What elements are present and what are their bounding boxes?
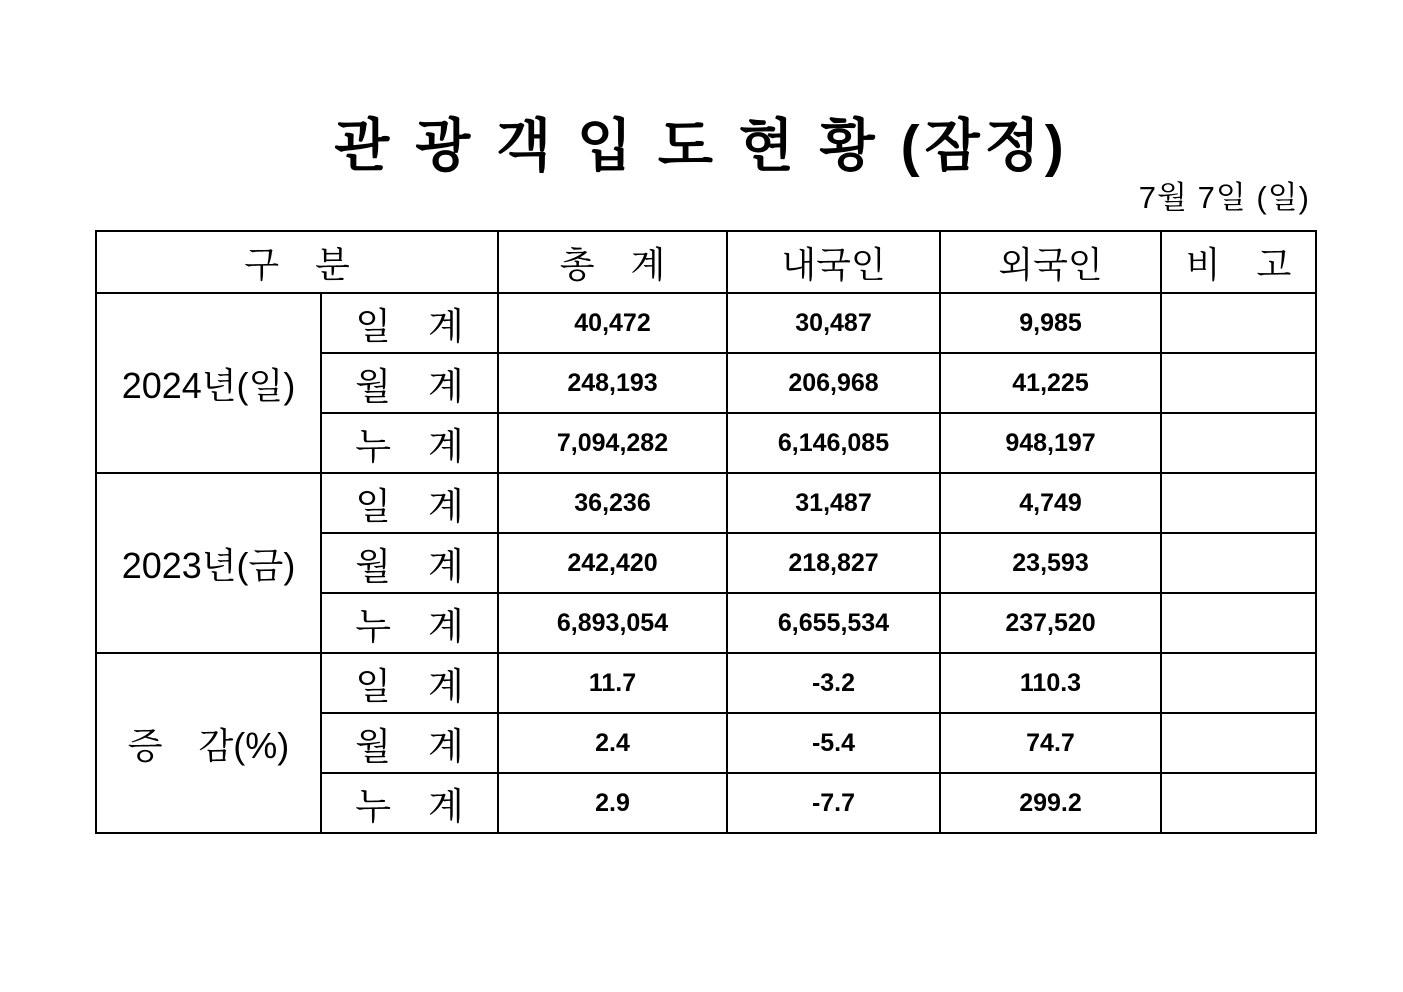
column-header-total: 총 계 xyxy=(498,231,727,293)
cell-foreign: 948,197 xyxy=(940,413,1161,473)
row-label-daily: 일 계 xyxy=(321,473,498,533)
row-label-daily: 일 계 xyxy=(321,653,498,713)
cell-foreign: 237,520 xyxy=(940,593,1161,653)
cell-domestic: -5.4 xyxy=(727,713,940,773)
cell-foreign: 299.2 xyxy=(940,773,1161,833)
cell-remarks xyxy=(1161,713,1316,773)
cell-total: 36,236 xyxy=(498,473,727,533)
page-title: 관 광 객 입 도 현 황 (잠정) xyxy=(334,114,1069,178)
cell-total: 242,420 xyxy=(498,533,727,593)
cell-remarks xyxy=(1161,593,1316,653)
cell-foreign: 74.7 xyxy=(940,713,1161,773)
cell-total: 248,193 xyxy=(498,353,727,413)
table-row xyxy=(96,293,1316,353)
row-label-cumulative: 누 계 xyxy=(321,413,498,473)
row-label-cumulative: 누 계 xyxy=(321,773,498,833)
cell-domestic: 218,827 xyxy=(727,533,940,593)
cell-domestic: -3.2 xyxy=(727,653,940,713)
group-label-2023: 2023년(금) xyxy=(96,473,321,653)
cell-foreign: 23,593 xyxy=(940,533,1161,593)
cell-domestic: 6,655,534 xyxy=(727,593,940,653)
group-label-2024: 2024년(일) xyxy=(96,293,321,473)
tourist-arrival-table xyxy=(95,230,1317,834)
cell-foreign: 110.3 xyxy=(940,653,1161,713)
cell-total: 2.9 xyxy=(498,773,727,833)
cell-domestic: 6,146,085 xyxy=(727,413,940,473)
column-header-domestic: 내국인 xyxy=(727,231,940,293)
table-row xyxy=(96,653,1316,713)
cell-domestic: -7.7 xyxy=(727,773,940,833)
cell-remarks xyxy=(1161,533,1316,593)
cell-total: 40,472 xyxy=(498,293,727,353)
row-label-cumulative: 누 계 xyxy=(321,593,498,653)
cell-remarks xyxy=(1161,773,1316,833)
cell-remarks xyxy=(1161,473,1316,533)
cell-remarks xyxy=(1161,353,1316,413)
column-header-remarks: 비 고 xyxy=(1161,231,1316,293)
cell-domestic: 31,487 xyxy=(727,473,940,533)
row-label-daily: 일 계 xyxy=(321,293,498,353)
cell-remarks xyxy=(1161,653,1316,713)
column-header-foreign: 외국인 xyxy=(940,231,1161,293)
cell-total: 6,893,054 xyxy=(498,593,727,653)
cell-domestic: 206,968 xyxy=(727,353,940,413)
cell-foreign: 41,225 xyxy=(940,353,1161,413)
column-header-category: 구 분 xyxy=(96,231,498,293)
header-row xyxy=(96,231,1316,293)
row-label-monthly: 월 계 xyxy=(321,533,498,593)
cell-remarks xyxy=(1161,413,1316,473)
report-date: 7월 7일 (일) xyxy=(1138,180,1310,215)
cell-remarks xyxy=(1161,293,1316,353)
cell-foreign: 9,985 xyxy=(940,293,1161,353)
cell-total: 2.4 xyxy=(498,713,727,773)
cell-total: 11.7 xyxy=(498,653,727,713)
cell-foreign: 4,749 xyxy=(940,473,1161,533)
group-label-change-pct: 증 감(%) xyxy=(96,653,321,833)
cell-domestic: 30,487 xyxy=(727,293,940,353)
row-label-monthly: 월 계 xyxy=(321,353,498,413)
row-label-monthly: 월 계 xyxy=(321,713,498,773)
table-row xyxy=(96,473,1316,533)
cell-total: 7,094,282 xyxy=(498,413,727,473)
